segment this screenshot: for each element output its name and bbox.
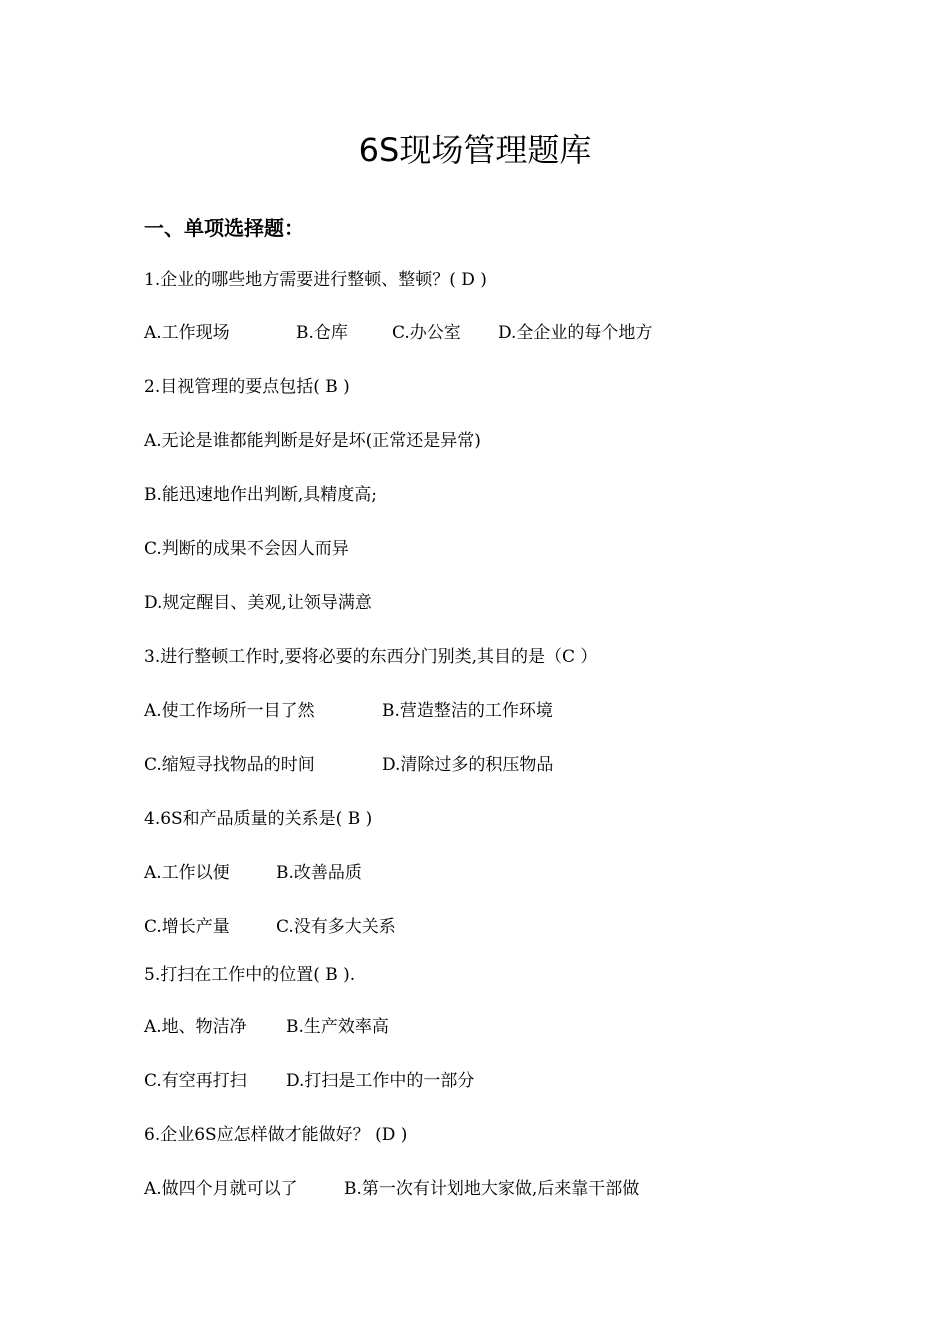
option-text: C.办公室: [392, 323, 461, 343]
option-text: A.使工作场所一目了然: [144, 701, 315, 721]
option-text: B.第一次有计划地大家做,后来靠干部做: [344, 1179, 640, 1199]
document-title: 6S现场管理题库: [358, 131, 592, 169]
option-text: B.仓库: [296, 323, 348, 343]
option-text: D.规定醒目、美观,让领导满意: [144, 593, 372, 613]
section-heading: 一、单项选择题：: [144, 216, 304, 240]
option-text: A.工作现场: [144, 323, 230, 343]
question-stem-1: 1.企业的哪些地方需要进行整顿、整顿？( D ): [144, 270, 487, 290]
option-text: C.没有多大关系: [276, 917, 396, 937]
option-text: C.增长产量: [144, 917, 230, 937]
question-stem-6: 6.企业6S应怎样做才能做好？ (D ): [144, 1125, 408, 1145]
question-stem-2: 2.目视管理的要点包括( B ): [144, 377, 350, 397]
option-text: D.清除过多的积压物品: [382, 755, 554, 775]
question-stem-5: 5.打扫在工作中的位置( B ).: [144, 965, 356, 985]
question-stem-4: 4.6S和产品质量的关系是( B ): [144, 809, 373, 829]
option-text: B.改善品质: [276, 863, 362, 883]
option-text: D.打扫是工作中的一部分: [286, 1071, 475, 1091]
option-text: D.全企业的每个地方: [498, 323, 653, 343]
option-text: A.做四个月就可以了: [144, 1179, 298, 1199]
option-text: B.营造整洁的工作环境: [382, 701, 553, 721]
option-text: C.缩短寻找物品的时间: [144, 755, 315, 775]
option-text: B.生产效率高: [286, 1017, 389, 1037]
option-text: C.判断的成果不会因人而异: [144, 539, 349, 559]
option-text: A.无论是谁都能判断是好是坏(正常还是异常): [144, 431, 481, 451]
option-text: A.工作以便: [144, 863, 230, 883]
option-text: B.能迅速地作出判断,具精度高;: [144, 485, 378, 505]
question-stem-3: 3.进行整顿工作时,要将必要的东西分门别类,其目的是（C ）: [144, 647, 598, 667]
option-text: A.地、物洁净: [144, 1017, 247, 1037]
option-text: C.有空再打扫: [144, 1071, 247, 1091]
